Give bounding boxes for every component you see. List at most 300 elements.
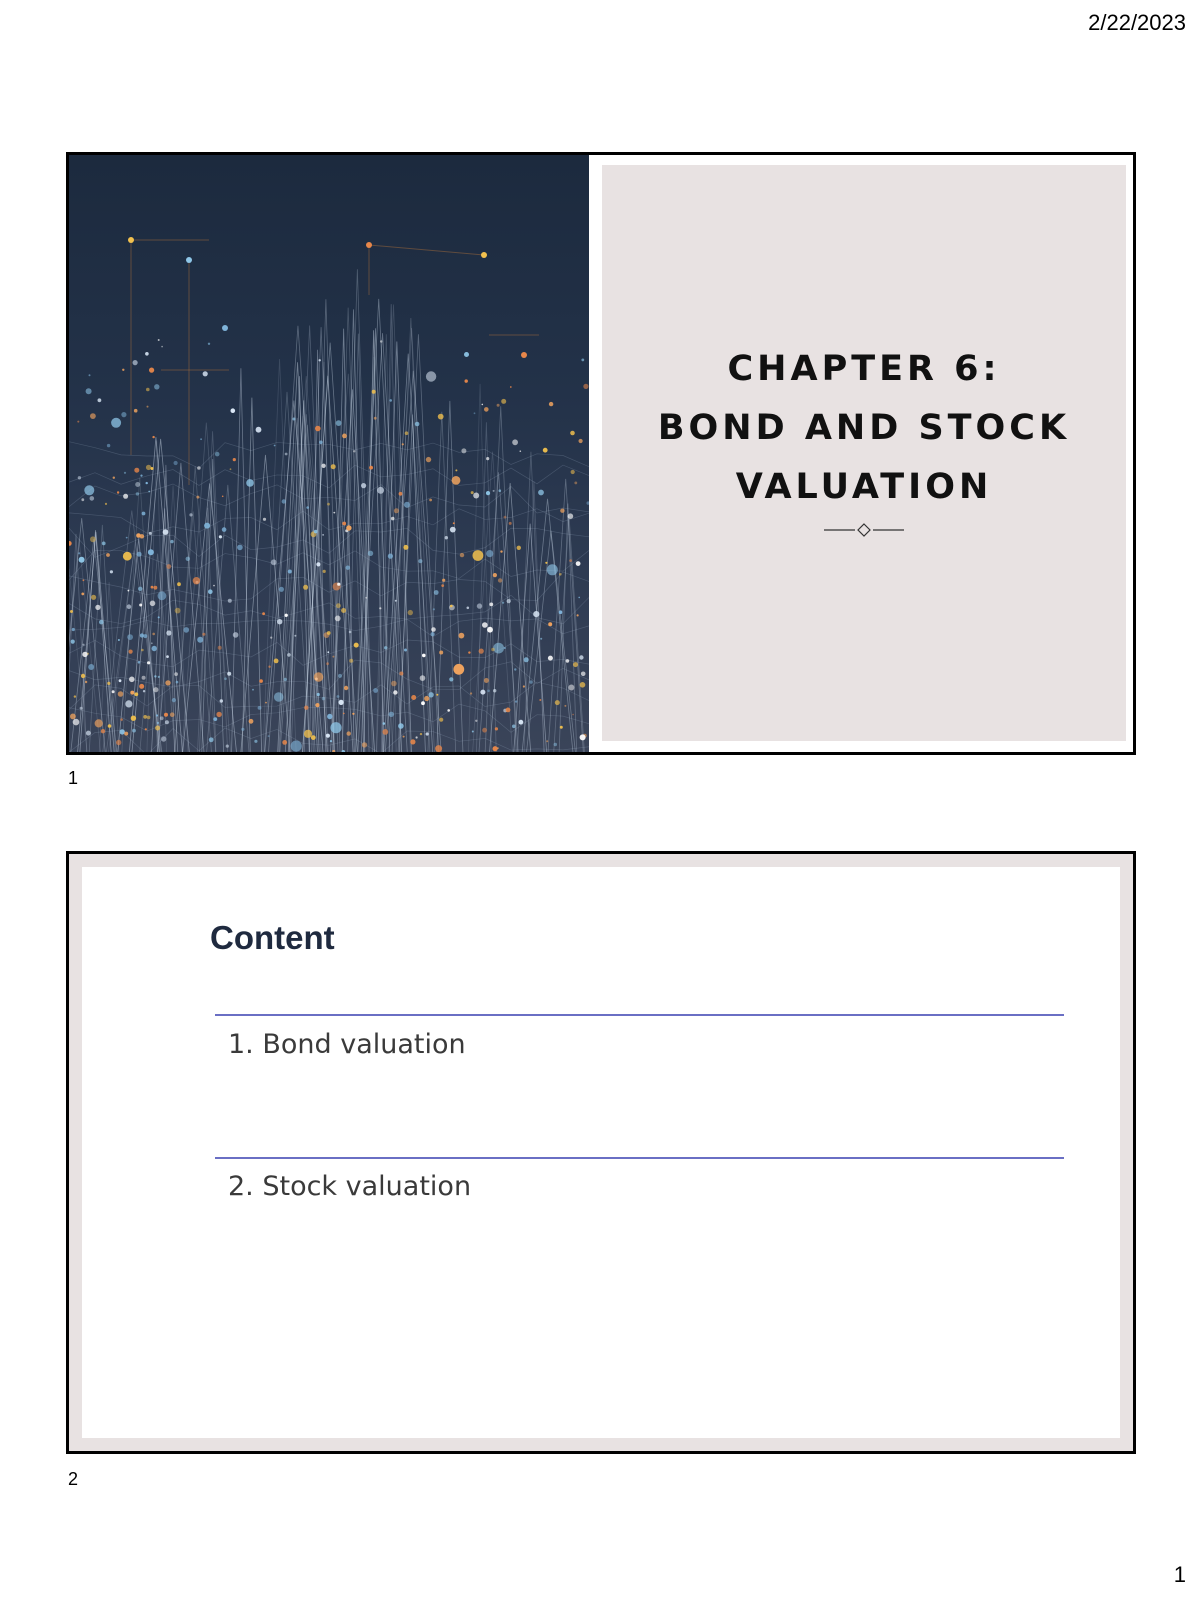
particle-dot: [107, 682, 110, 685]
particle-dot: [566, 659, 570, 663]
particle-dot: [574, 482, 577, 485]
mesh-spike: [175, 466, 216, 752]
particle-dot: [73, 719, 80, 726]
particle-dot: [124, 732, 128, 736]
particle-dot: [90, 536, 96, 542]
particle-dot: [455, 469, 457, 471]
particle-dot: [453, 522, 455, 524]
particle-dot: [420, 675, 426, 681]
particle-dot: [145, 352, 149, 356]
particle-dot: [449, 677, 453, 681]
particle-dot: [222, 325, 228, 331]
particle-dot: [538, 490, 544, 496]
particle-dot: [122, 369, 124, 371]
particle-dot: [287, 653, 291, 657]
particle-dot: [438, 414, 444, 420]
particle-dot: [268, 666, 270, 668]
particle-dot: [487, 690, 490, 693]
particle-dot: [140, 475, 142, 477]
particle-dot: [150, 601, 156, 607]
particle-dot: [274, 659, 279, 664]
particle-dot: [481, 252, 487, 258]
particle-dot: [384, 646, 387, 649]
particle-dot: [277, 619, 282, 624]
particle-dot: [284, 678, 287, 681]
particle-dot: [170, 712, 175, 717]
particle-dot: [177, 582, 181, 586]
particle-dot: [322, 697, 325, 700]
mesh-spike: [468, 384, 491, 752]
particle-dot: [404, 649, 407, 652]
particle-dot: [107, 444, 110, 447]
particle-dot: [153, 687, 158, 692]
particle-dot: [197, 637, 203, 643]
particle-dot: [493, 689, 496, 692]
particle-dot: [79, 557, 85, 563]
particle-dot: [174, 672, 178, 676]
particle-dot: [493, 573, 497, 577]
particle-dot: [472, 731, 474, 733]
particle-dot: [147, 661, 150, 664]
particle-dot: [436, 694, 438, 696]
particle-dot: [113, 477, 115, 479]
particle-dot: [208, 343, 210, 345]
particle-dot: [202, 633, 205, 636]
particle-dot: [568, 685, 574, 691]
particle-dot: [294, 635, 296, 637]
particle-dot: [89, 374, 91, 376]
particle-dot: [252, 689, 254, 691]
particle-dot: [146, 465, 151, 470]
particle-dot: [577, 614, 579, 616]
divider-rule: [215, 1014, 1064, 1016]
particle-dot: [426, 371, 436, 381]
particle-dot: [119, 679, 122, 682]
particle-dot: [259, 679, 263, 683]
particle-dot: [95, 605, 100, 610]
network-link: [369, 245, 484, 255]
particle-dot: [70, 610, 73, 613]
particle-dot: [391, 681, 397, 687]
particle-dot: [282, 499, 286, 503]
particle-dot: [311, 735, 316, 740]
particle-dot: [90, 413, 96, 419]
particle-dot: [547, 564, 558, 575]
particle-dot: [139, 604, 142, 607]
particle-dot: [237, 545, 243, 551]
particle-dot: [203, 371, 208, 376]
particle-dot: [369, 466, 373, 470]
particle-dot: [545, 562, 547, 564]
slide-body: [82, 867, 1120, 1438]
particle-dot: [442, 579, 445, 582]
mesh-spike: [437, 401, 463, 752]
particle-dot: [111, 418, 121, 428]
particle-dot: [327, 651, 329, 653]
particle-dot: [165, 720, 169, 724]
particle-dot: [175, 608, 181, 614]
particle-dot: [315, 703, 319, 707]
particle-dot: [377, 487, 384, 494]
particle-dot: [82, 644, 84, 646]
particle-dot: [343, 713, 345, 715]
particle-dot: [147, 406, 149, 408]
particle-dot: [321, 464, 325, 468]
particle-dot: [151, 642, 153, 644]
particle-dot: [112, 690, 115, 693]
particle-dot: [548, 622, 552, 626]
particle-dot: [372, 390, 376, 394]
particle-dot: [230, 468, 232, 470]
particle-dot: [579, 439, 583, 443]
particle-dot: [172, 698, 176, 702]
particle-dot: [327, 503, 330, 506]
particle-dot: [163, 529, 169, 535]
particle-dot: [218, 646, 222, 650]
particle-dot: [560, 509, 564, 513]
title-panel: [602, 165, 1126, 741]
particle-dot: [154, 384, 159, 389]
particle-dot: [493, 643, 504, 654]
particle-dot: [319, 359, 321, 361]
particle-dot: [326, 734, 330, 738]
particle-dot: [338, 674, 342, 678]
particle-dot: [154, 675, 156, 677]
particle-dot: [500, 550, 502, 552]
particle-dot: [268, 735, 270, 737]
particle-dot: [394, 508, 399, 513]
particle-dot: [326, 662, 329, 665]
slide-title-line-1: CHAPTER 6:: [727, 349, 1001, 389]
particle-dot: [165, 680, 170, 685]
particle-dot: [84, 485, 94, 495]
particle-dot: [573, 662, 578, 667]
particle-dot: [510, 386, 512, 388]
particle-dot: [95, 719, 103, 727]
particle-dot: [410, 739, 415, 744]
particle-dot: [502, 602, 504, 604]
particle-dot: [222, 496, 224, 498]
mesh-spike: [241, 455, 290, 752]
particle-dot: [421, 701, 425, 705]
particle-dot: [568, 513, 574, 519]
particle-dot: [346, 566, 350, 570]
particle-dot: [315, 426, 321, 432]
particle-dot: [219, 535, 222, 538]
particle-dot: [263, 518, 266, 521]
particle-dot: [99, 620, 104, 625]
particle-dot: [128, 237, 134, 243]
slide-1: [66, 152, 1136, 755]
particle-dot: [373, 688, 378, 693]
particle-dot: [549, 402, 553, 406]
particle-dot: [327, 631, 331, 635]
particle-dot: [497, 404, 500, 407]
particle-dot: [80, 707, 83, 710]
particle-dot: [208, 589, 213, 594]
particle-dot: [580, 682, 586, 688]
particle-dot: [507, 599, 511, 603]
particle-dot: [123, 494, 128, 499]
particle-dot: [105, 503, 107, 505]
particle-dot: [447, 709, 450, 712]
particle-dot: [347, 731, 351, 735]
particle-dot: [548, 656, 553, 661]
particle-dot: [128, 590, 130, 592]
particle-dot: [102, 542, 106, 546]
particle-dot: [445, 536, 448, 539]
particle-dot: [90, 496, 95, 501]
particle-dot: [117, 491, 119, 493]
particle-dot: [433, 608, 435, 610]
particle-dot: [393, 690, 397, 694]
particle-dot: [509, 522, 512, 525]
particle-dot: [416, 736, 418, 738]
particle-dot: [213, 717, 217, 721]
particle-dot: [170, 540, 173, 543]
particle-dot: [486, 550, 493, 557]
particle-dot: [147, 716, 151, 720]
particle-dot: [91, 595, 96, 600]
particle-dot: [69, 541, 72, 546]
particle-dot: [110, 570, 113, 573]
particle-dot: [521, 352, 527, 358]
particle-dot: [388, 554, 393, 559]
particle-dot: [138, 587, 142, 591]
particle-dot: [160, 716, 164, 720]
particle-dot: [420, 733, 422, 735]
particle-dot: [256, 427, 262, 433]
particle-dot: [148, 549, 154, 555]
particle-dot: [424, 696, 429, 701]
particle-dot: [152, 646, 157, 651]
particle-dot: [81, 593, 84, 596]
particle-dot: [316, 562, 320, 566]
particle-dot: [353, 450, 355, 452]
particle-dot: [533, 611, 539, 617]
particle-dot: [83, 579, 85, 581]
particle-dot: [88, 664, 94, 670]
particle-dot: [464, 352, 469, 357]
particle-dot: [411, 695, 416, 700]
particle-dot: [342, 434, 347, 439]
particle-dot: [352, 713, 354, 715]
particle-dot: [362, 742, 367, 747]
particle-dot: [319, 441, 323, 445]
particle-dot: [118, 639, 120, 641]
agenda-item-bond-valuation: 1. Bond valuation: [228, 1029, 466, 1060]
particle-dot: [258, 706, 262, 710]
particle-dot: [554, 743, 557, 746]
particle-dot: [151, 586, 154, 589]
particle-dot: [506, 708, 511, 713]
particle-dot: [314, 672, 324, 682]
particle-dot: [231, 408, 236, 413]
mesh-spike: [522, 499, 573, 752]
particle-dot: [271, 559, 277, 565]
particle-dot: [226, 745, 229, 748]
particle-dot: [143, 715, 147, 719]
particle-dot: [468, 651, 470, 653]
particle-dot: [152, 436, 154, 438]
particle-dot: [213, 585, 215, 587]
particle-dot: [571, 470, 575, 474]
particle-dot: [354, 643, 359, 648]
slide-number: 2: [68, 1469, 79, 1489]
particle-dot: [524, 657, 529, 662]
particle-dot: [155, 726, 160, 731]
particle-dot: [133, 360, 138, 365]
particle-dot: [473, 550, 484, 561]
particle-dot: [127, 634, 133, 640]
particle-dot: [418, 559, 422, 563]
particle-dot: [241, 728, 244, 731]
particle-dot: [134, 409, 138, 413]
particle-dot: [333, 656, 335, 658]
particle-dot: [303, 585, 308, 590]
particle-dot: [434, 590, 439, 595]
particle-dot: [399, 492, 403, 496]
particle-dot: [431, 632, 435, 636]
particle-dot: [380, 340, 382, 342]
particle-dot: [121, 412, 126, 417]
slide-title-line-3: VALUATION: [735, 467, 993, 507]
particle-dot: [78, 476, 81, 479]
particle-dot: [74, 695, 76, 697]
particle-dot: [344, 686, 348, 690]
particle-dot: [209, 737, 214, 742]
particle-dot: [291, 741, 302, 752]
particle-dot: [342, 522, 346, 526]
particle-dot: [132, 729, 136, 733]
particle-dot: [405, 431, 409, 435]
particle-dot: [560, 726, 563, 729]
particle-dot: [81, 498, 84, 501]
print-date: 2/22/2023: [1088, 10, 1186, 35]
particle-dot: [519, 720, 524, 725]
particle-dot: [118, 691, 124, 697]
particle-dot: [539, 699, 541, 701]
particle-dot: [559, 610, 563, 614]
mesh-spike: [392, 318, 430, 752]
particle-dot: [314, 530, 318, 534]
particle-dot: [391, 517, 395, 521]
particle-dot: [81, 674, 85, 678]
mesh-spike: [527, 531, 576, 752]
particle-dot: [495, 727, 498, 730]
particle-dot: [161, 346, 163, 348]
particle-dot: [200, 438, 202, 440]
particle-dot: [429, 499, 432, 502]
particle-dot: [176, 681, 179, 684]
particle-dot: [336, 420, 342, 426]
particle-dot: [439, 718, 443, 722]
particle-dot: [304, 706, 308, 710]
particle-dot: [395, 600, 397, 602]
particle-dot: [431, 627, 436, 632]
particle-dot: [130, 691, 134, 695]
particle-dot: [136, 492, 139, 495]
particle-dot: [143, 690, 145, 692]
particle-dot: [470, 692, 472, 694]
particle-dot: [337, 583, 340, 586]
particle-dot: [493, 746, 498, 751]
particle-dot: [501, 399, 506, 404]
particle-dot: [166, 630, 171, 635]
particle-dot: [77, 421, 79, 423]
particle-dot: [292, 418, 295, 421]
particle-dot: [453, 664, 464, 675]
particle-dot: [158, 616, 160, 618]
particle-dot: [581, 672, 586, 677]
particle-dot: [148, 491, 150, 493]
slide-number: 1: [68, 768, 79, 788]
particle-dot: [149, 368, 154, 373]
particle-dot: [270, 637, 272, 639]
particle-dot: [106, 553, 110, 557]
particle-dot: [158, 339, 160, 341]
particle-dot: [475, 720, 477, 722]
slide-2: [66, 851, 1136, 1454]
divider-rule: [215, 1157, 1064, 1159]
particle-dot: [197, 466, 201, 470]
particle-dot: [341, 608, 346, 613]
particle-dot: [374, 417, 377, 420]
particle-dot: [85, 681, 87, 683]
particle-dot: [439, 651, 443, 655]
particle-dot: [120, 718, 123, 721]
particle-dot: [426, 457, 431, 462]
particle-dot: [504, 516, 507, 519]
particle-dot: [482, 404, 484, 406]
particle-dot: [123, 552, 132, 561]
particle-dot: [426, 732, 429, 735]
particle-dot: [265, 702, 267, 704]
particle-dot: [361, 483, 366, 488]
particle-dot: [459, 633, 465, 639]
particle-dot: [70, 714, 76, 720]
particle-dot: [224, 677, 227, 680]
particle-dot: [129, 650, 133, 654]
particle-dot: [404, 502, 410, 508]
particle-dot: [158, 676, 160, 678]
particle-dot: [559, 573, 562, 576]
particle-dot: [484, 407, 489, 412]
particle-dot: [368, 551, 373, 556]
particle-dot: [403, 545, 408, 550]
particle-dot: [497, 747, 499, 749]
particle-dot: [398, 723, 404, 729]
particle-dot: [120, 729, 125, 734]
particle-dot: [491, 648, 495, 652]
particle-dot: [349, 631, 352, 634]
particle-dot: [336, 603, 341, 608]
particle-dot: [86, 731, 91, 736]
particle-dot: [399, 672, 403, 676]
particle-dot: [228, 599, 232, 603]
particle-dot: [71, 640, 75, 644]
particle-dot: [146, 388, 150, 392]
particle-dot: [587, 501, 590, 504]
particle-dot: [233, 458, 236, 461]
particle-dot: [164, 713, 168, 717]
particle-dot: [486, 457, 489, 460]
particle-dot: [379, 607, 381, 609]
particle-dot: [125, 700, 132, 707]
particle-dot: [452, 476, 461, 485]
particle-dot: [139, 684, 144, 689]
particle-dot: [108, 724, 112, 728]
